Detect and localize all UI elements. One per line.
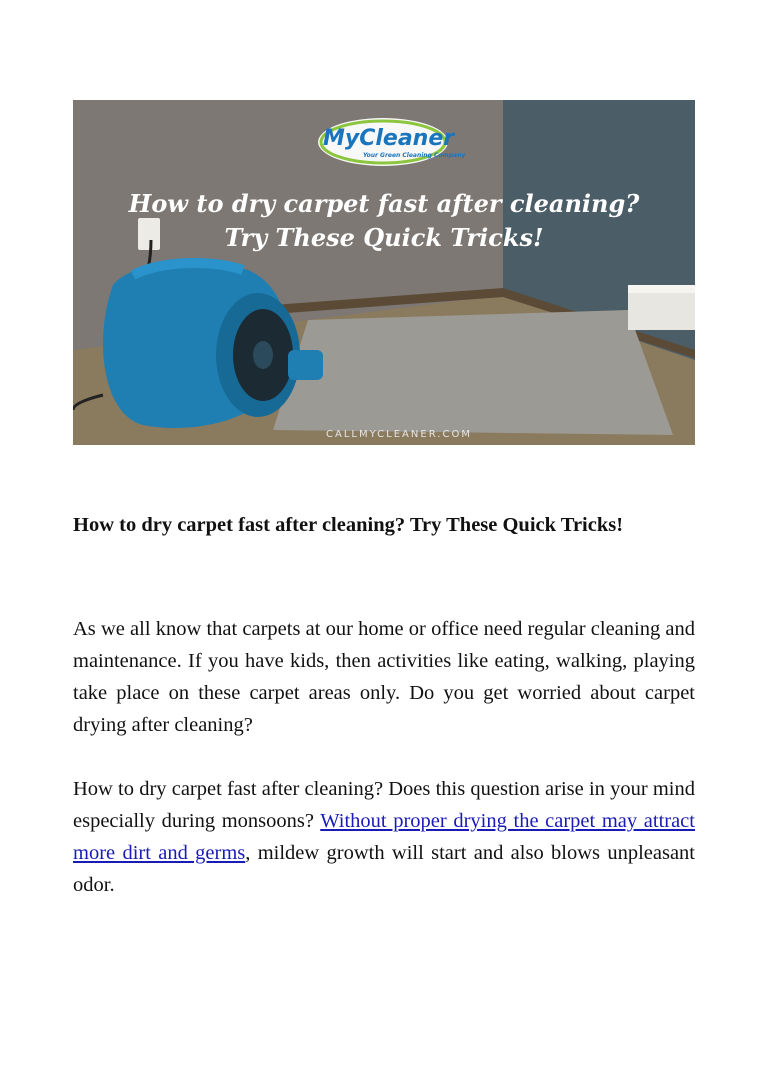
mycleaner-logo	[318, 118, 466, 166]
article-title: How to dry carpet fast after cleaning? Try These Quick Tricks!	[73, 514, 624, 536]
svg-text:MyCleaner: MyCleaner	[323, 126, 455, 151]
hero-headline-line1: How to dry carpet fast after cleaning?	[128, 189, 640, 218]
paragraph-text-before: How to dry carpet fast after cleaning? Does this question arise in your mind especially during monsoons?	[73, 778, 695, 832]
svg-text:Your Green Cleaning Company: Your Green Cleaning Company	[363, 152, 466, 159]
article-link[interactable]: Without proper drying the carpet may attract more dirt and germs	[73, 810, 695, 864]
hero-headline-line2: Try These Quick Tricks!	[224, 223, 544, 252]
paragraph-question	[73, 773, 695, 901]
paragraph-text-after: , mildew growth will start and also blows unpleasant odor.	[73, 842, 695, 896]
paragraph-intro: As we all know that carpets at our home or office need regular cleaning and maintenance. If you have kids, then activities like eating, walking, playing take place on these carpet areas only. Do you get worried about carpet drying after cleaning?	[73, 618, 695, 736]
hero-image	[73, 100, 695, 445]
hero-site-url: CALLMYCLEANER.COM	[326, 429, 472, 440]
